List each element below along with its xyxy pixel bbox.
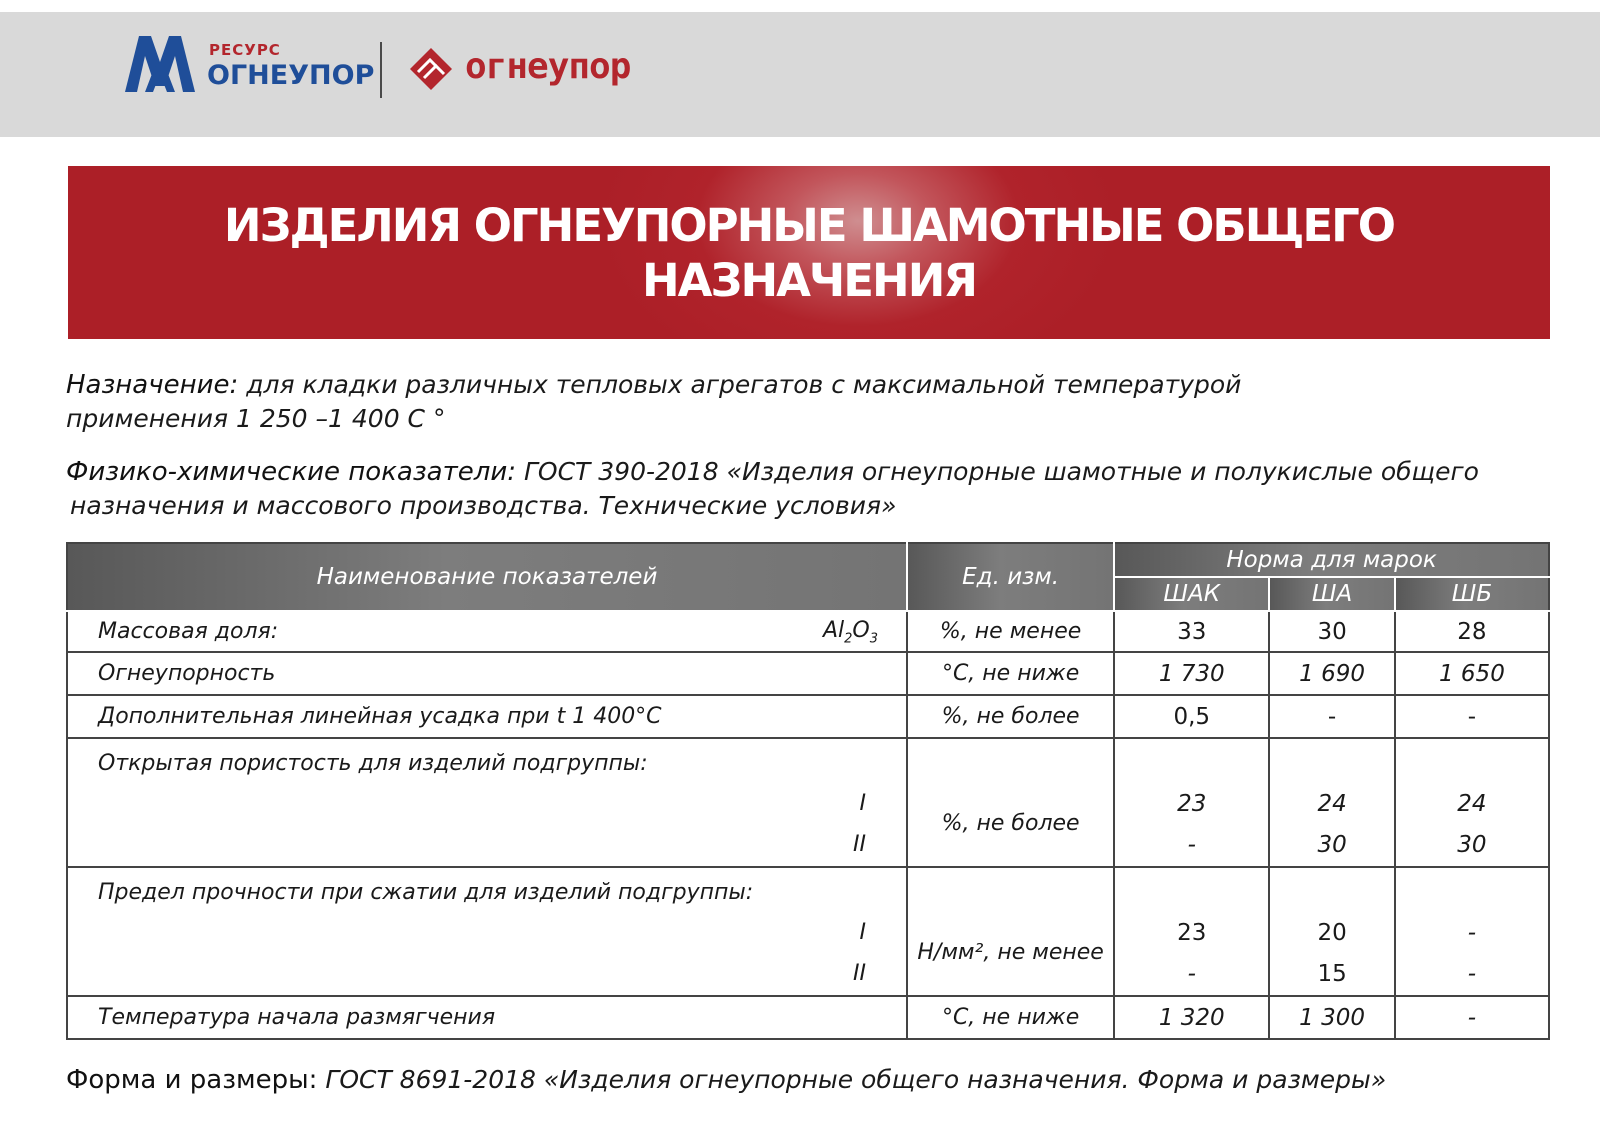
physical-paragraph [66, 455, 1546, 522]
value-i: 23 [1177, 920, 1207, 946]
purpose-paragraph [66, 368, 1486, 435]
logo-right-text: огнеупор [465, 46, 631, 87]
page-title-line1: ИЗДЕЛИЯ ОГНЕУПОРНЫЕ ШАМОТНЫЕ ОБЩЕГО [223, 199, 1395, 252]
logo-left-big-text: ОГНЕУПОР [207, 60, 375, 91]
row-value-sha: 1 300 [1269, 996, 1395, 1039]
form-label: Форма и размеры: [66, 1065, 318, 1095]
header-grade-sha: ША [1269, 577, 1395, 611]
subgroup-i-label: I [859, 920, 866, 945]
row-name: Предел прочности при сжатии для изделий подгруппы: [98, 880, 754, 905]
header-grade-shb: ШБ [1395, 577, 1549, 611]
table-row [67, 738, 1549, 867]
form-paragraph [66, 1063, 1546, 1097]
physical-text-line2: назначения и массового производства. Технические условия» [70, 491, 897, 520]
header-grade-shak: ШАК [1114, 577, 1269, 611]
row-value-shak: 0,5 [1114, 695, 1269, 738]
table-row [67, 996, 1549, 1039]
row-unit: %, не менее [907, 611, 1114, 652]
value-ii: - [1187, 832, 1196, 858]
logo-ogneupor [410, 40, 631, 110]
ogneupor-diamond-icon [410, 48, 452, 90]
value-ii: 30 [1457, 832, 1487, 858]
subgroup-i-label: I [859, 791, 866, 816]
page-title-line2: НАЗНАЧЕНИЯ [641, 254, 977, 307]
row-value-sha: 30 [1269, 611, 1395, 652]
value-ii: - [1467, 961, 1477, 987]
value-ii: 15 [1317, 961, 1347, 987]
row-name: Массовая доля: [98, 619, 279, 644]
row-value-shb: 1 650 [1395, 652, 1549, 695]
row-name: Огнеупорность [67, 652, 907, 695]
row-unit: °С, не ниже [907, 996, 1114, 1039]
form-text: ГОСТ 8691-2018 «Изделия огнеупорные общего назначения. Форма и размеры» [317, 1065, 1387, 1094]
subgroup-ii-label: II [853, 961, 866, 986]
value-i: - [1467, 920, 1477, 946]
row-unit-cell [907, 867, 1114, 996]
row-name-cell [67, 867, 907, 996]
row-value-shb [1395, 867, 1549, 996]
row-value-sha [1269, 867, 1395, 996]
value-i: 20 [1317, 920, 1347, 946]
row-value-sha: 1 690 [1269, 652, 1395, 695]
row-value-shb: - [1395, 695, 1549, 738]
physical-label: Физико-химические показатели: [66, 457, 517, 487]
title-banner [68, 166, 1550, 339]
page-title [68, 198, 1550, 308]
value-i: 24 [1457, 791, 1487, 817]
formula-al2o3: $Al_2O_3$ [822, 618, 878, 647]
value-i: 23 [1177, 791, 1207, 817]
purpose-label: Назначение: [66, 370, 239, 400]
purpose-text-line1: для кладки различных тепловых агрегатов с максимальной температурой [238, 370, 1242, 399]
row-value-shak: 1 730 [1114, 652, 1269, 695]
row-name-cell [67, 738, 907, 867]
row-name: Открытая пористость для изделий подгруппы: [98, 751, 648, 776]
row-value-shb: 28 [1395, 611, 1549, 652]
row-name: Температура начала размягчения [67, 996, 907, 1039]
row-value-shak: 33 [1114, 611, 1269, 652]
value-i: 24 [1317, 791, 1347, 817]
purpose-text-line2: применения 1 250 –1 400 С ° [66, 404, 446, 433]
header-name-cell: Наименование показателей [67, 543, 907, 611]
table-row [67, 652, 1549, 695]
row-value-shb [1395, 738, 1549, 867]
row-value-shak [1114, 738, 1269, 867]
row-unit-cell [907, 738, 1114, 867]
row-value-sha: - [1269, 695, 1395, 738]
physical-text-line1: ГОСТ 390-2018 «Изделия огнеупорные шамотные и полукислые общего [516, 457, 1479, 486]
logo-divider [380, 42, 382, 98]
row-unit: Н/мм², не менее [917, 940, 1104, 965]
spec-table [66, 542, 1550, 1040]
table-row [67, 867, 1549, 996]
logo-left-small-text: РЕСУРС [209, 41, 281, 59]
table-row [67, 695, 1549, 738]
subgroup-ii-label: II [853, 832, 866, 857]
header-norm-cell: Норма для марок [1114, 543, 1549, 577]
row-unit: %, не более [907, 695, 1114, 738]
row-value-sha [1269, 738, 1395, 867]
row-value-shak: 1 320 [1114, 996, 1269, 1039]
row-value-shb: - [1395, 996, 1549, 1039]
row-name: Дополнительная линейная усадка при t 1 400°С [67, 695, 907, 738]
row-unit: °С, не ниже [907, 652, 1114, 695]
row-unit: %, не более [941, 811, 1080, 836]
mmk-logo-icon [125, 32, 195, 94]
value-ii: - [1187, 961, 1196, 987]
table-header-row [67, 543, 1549, 577]
table-row [67, 611, 1549, 652]
value-ii: 30 [1317, 832, 1347, 858]
row-value-shak [1114, 867, 1269, 996]
row-name-cell [67, 611, 907, 652]
header-unit-cell: Ед. изм. [907, 543, 1114, 611]
